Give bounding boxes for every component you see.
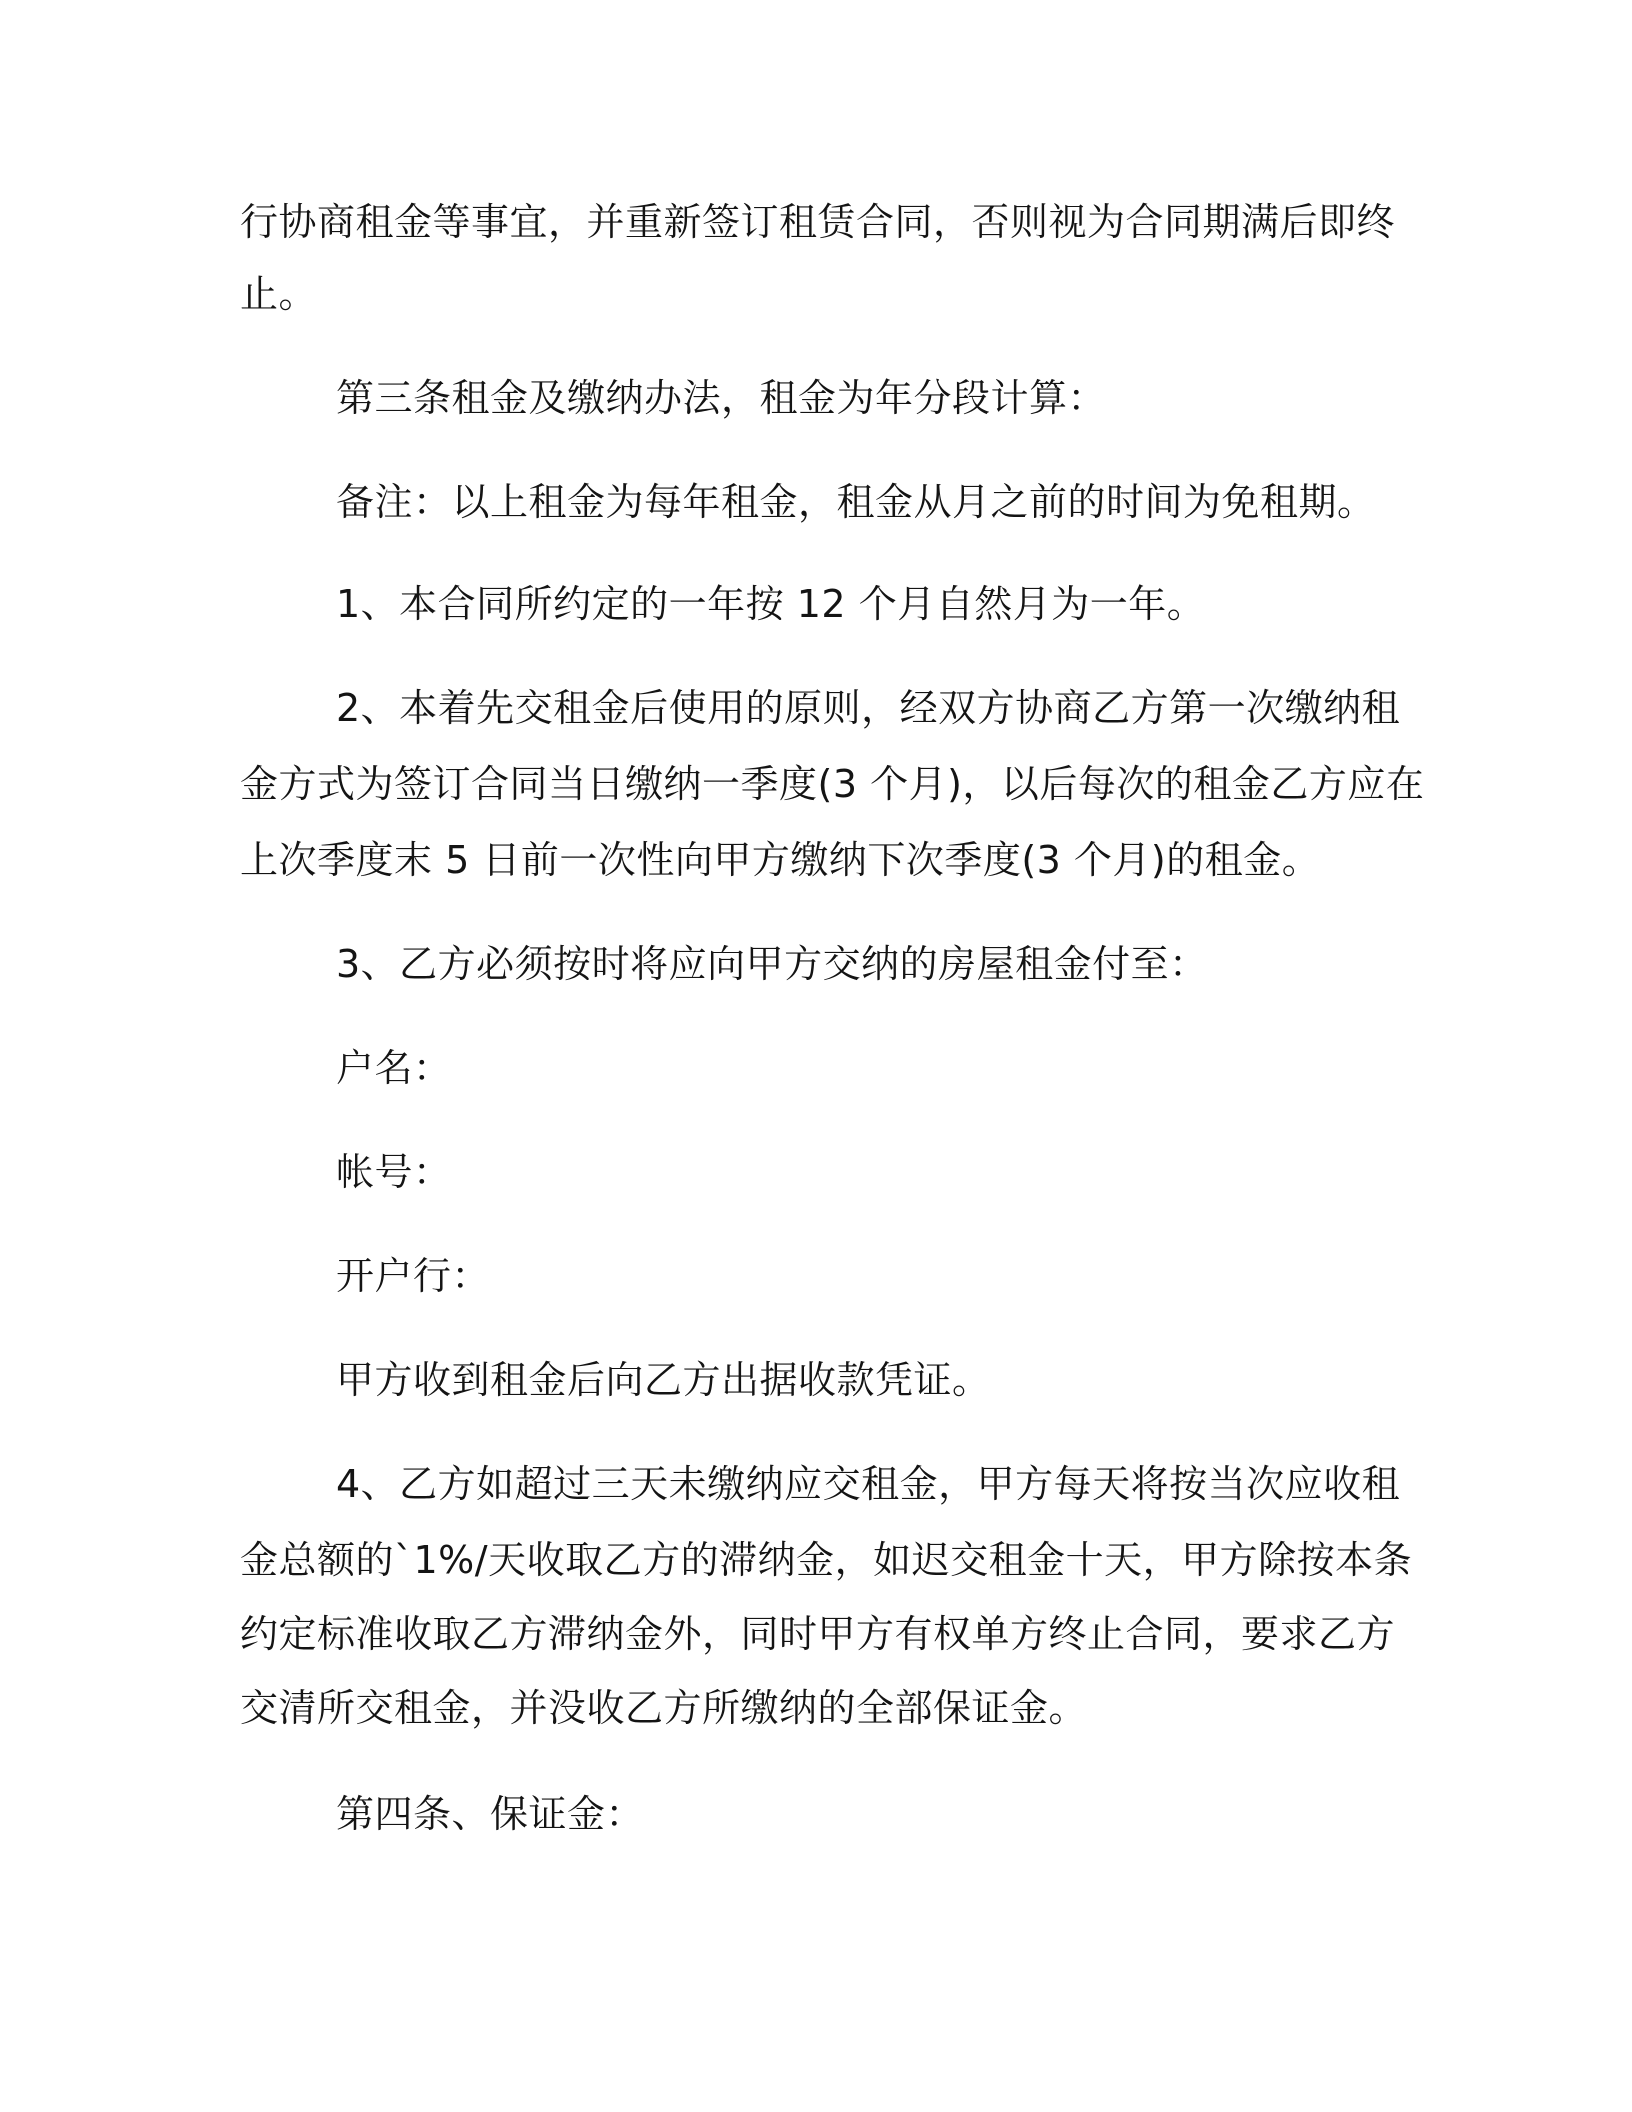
article-4-heading: 第四条、保证金： [336, 1792, 645, 1836]
clause-1: 1、本合同所约定的一年按 12 个月自然月为一年。 [336, 582, 1206, 626]
clause-2-line-1: 2、本着先交租金后使用的原则，经双方协商乙方第一次缴纳租 [336, 686, 1401, 730]
clause-4-line-2: 金总额的`1%/天收取乙方的滞纳金，如迟交租金十天，甲方除按本条 [240, 1538, 1413, 1582]
text-line: 止。 [240, 272, 318, 316]
clause-2-line-2: 金方式为签订合同当日缴纳一季度(3 个月)，以后每次的租金乙方应在 [240, 762, 1425, 806]
clause-4-line-1: 4、乙方如超过三天未缴纳应交租金，甲方每天将按当次应收租 [336, 1462, 1401, 1506]
note-line: 备注：以上租金为每年租金，租金从月之前的时间为免租期。 [336, 480, 1376, 524]
account-number-label: 帐号： [336, 1150, 452, 1194]
text-line: 行协商租金等事宜，并重新签订租赁合同，否则视为合同期满后即终 [240, 200, 1396, 244]
article-3-heading: 第三条租金及缴纳办法，租金为年分段计算： [336, 376, 1107, 420]
clause-3: 3、乙方必须按时将应向甲方交纳的房屋租金付至： [336, 942, 1208, 986]
account-name-label: 户名： [336, 1046, 452, 1090]
clause-2-line-3: 上次季度末 5 日前一次性向甲方缴纳下次季度(3 个月)的租金。 [240, 838, 1321, 882]
clause-4-line-4: 交清所交租金，并没收乙方所缴纳的全部保证金。 [240, 1686, 1088, 1730]
receipt-line: 甲方收到租金后向乙方出据收款凭证。 [336, 1358, 991, 1402]
clause-4-line-3: 约定标准收取乙方滞纳金外，同时甲方有权单方终止合同，要求乙方 [240, 1612, 1396, 1656]
bank-label: 开户行： [336, 1254, 491, 1298]
